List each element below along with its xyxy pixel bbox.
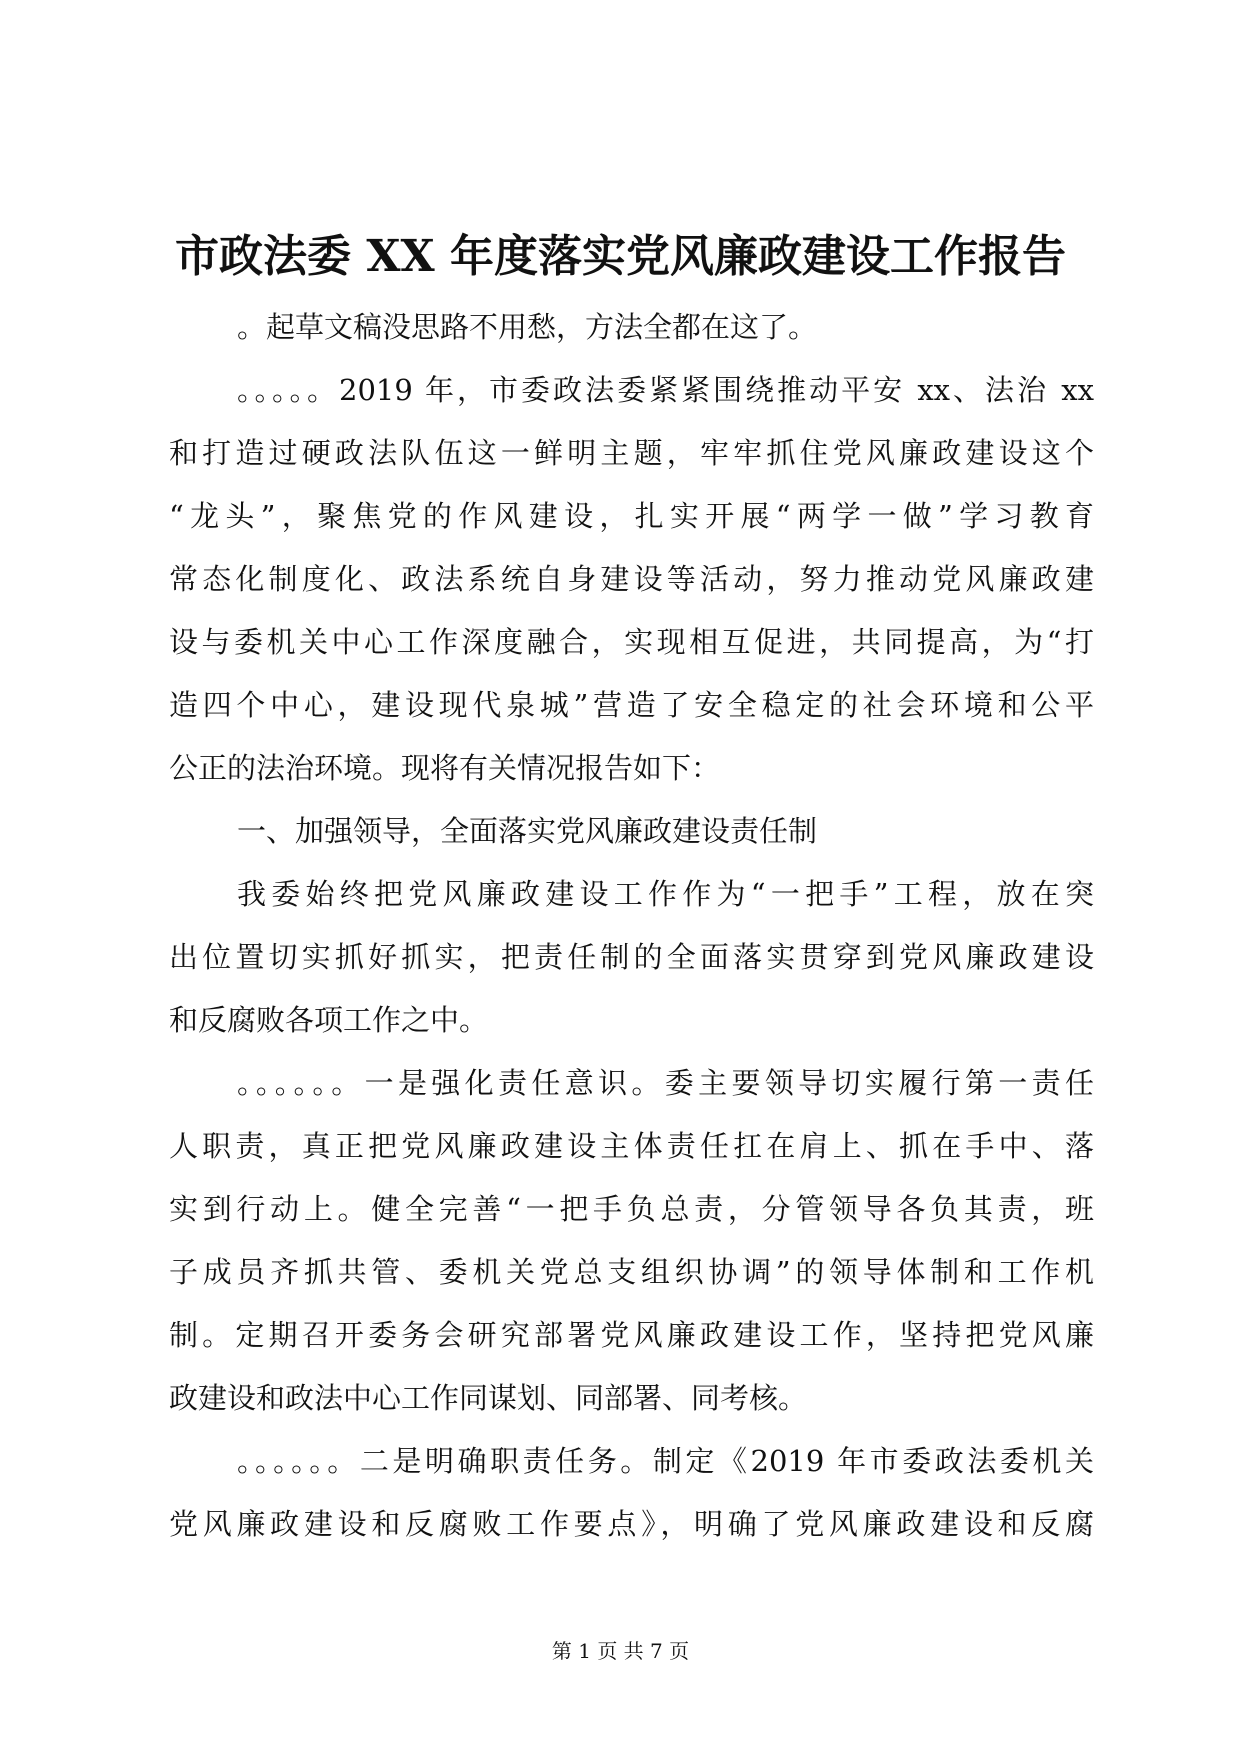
section-heading: 一、加强领导，全面落实党风廉政建设责任制	[237, 814, 818, 848]
text-line: 我委始终把党风廉政建设工作作为“一把手”工程，放在突	[237, 877, 1094, 911]
text-line: 党风廉政建设和反腐败工作要点》，明确了党风廉政建设和反腐	[169, 1507, 1094, 1541]
text-line: 人职责，真正把党风廉政建设主体责任扛在肩上、抓在手中、落	[169, 1129, 1094, 1163]
text-line: 子成员齐抓共管、委机关党总支组织协调”的领导体制和工作机	[169, 1255, 1094, 1289]
text-line: 和打造过硬政法队伍这一鲜明主题，牢牢抓住党风廉政建设这个	[169, 436, 1094, 470]
text-line: 。。。。。。二是明确职责任务。制定《2019 年市委政法委机关	[237, 1444, 1094, 1478]
text-line: 。。。。。2019 年，市委政法委紧紧围绕推动平安 xx、法治 xx	[237, 373, 1094, 407]
text-line: 设与委机关中心工作深度融合，实现相互促进，共同提高，为“打	[169, 625, 1094, 659]
text-line-intro: 。起草文稿没思路不用愁，方法全都在这了。	[237, 310, 818, 344]
document-body	[169, 296, 1094, 1556]
text-line: 公正的法治环境。现将有关情况报告如下：	[169, 751, 721, 785]
page-number-footer: 第 1 页 共 7 页	[551, 1639, 690, 1663]
text-line: 和反腐败各项工作之中。	[169, 1003, 489, 1037]
text-line: 制。定期召开委务会研究部署党风廉政建设工作，坚持把党风廉	[169, 1318, 1094, 1352]
text-line: 实到行动上。健全完善“一把手负总责，分管领导各负其责，班	[169, 1192, 1094, 1226]
text-line: 常态化制度化、政法系统自身建设等活动，努力推动党风廉政建	[169, 562, 1094, 596]
text-line: “龙头”，聚焦党的作风建设，扎实开展“两学一做”学习教育	[169, 499, 1094, 533]
document-title: 市政法委 XX 年度落实党风廉政建设工作报告	[175, 231, 1066, 282]
text-line: 造四个中心，建设现代泉城”营造了安全稳定的社会环境和公平	[169, 688, 1094, 722]
text-line: 。。。。。。一是强化责任意识。委主要领导切实履行第一责任	[237, 1066, 1094, 1100]
text-line: 出位置切实抓好抓实，把责任制的全面落实贯穿到党风廉政建设	[169, 940, 1094, 974]
text-line: 政建设和政法中心工作同谋划、同部署、同考核。	[169, 1381, 808, 1415]
